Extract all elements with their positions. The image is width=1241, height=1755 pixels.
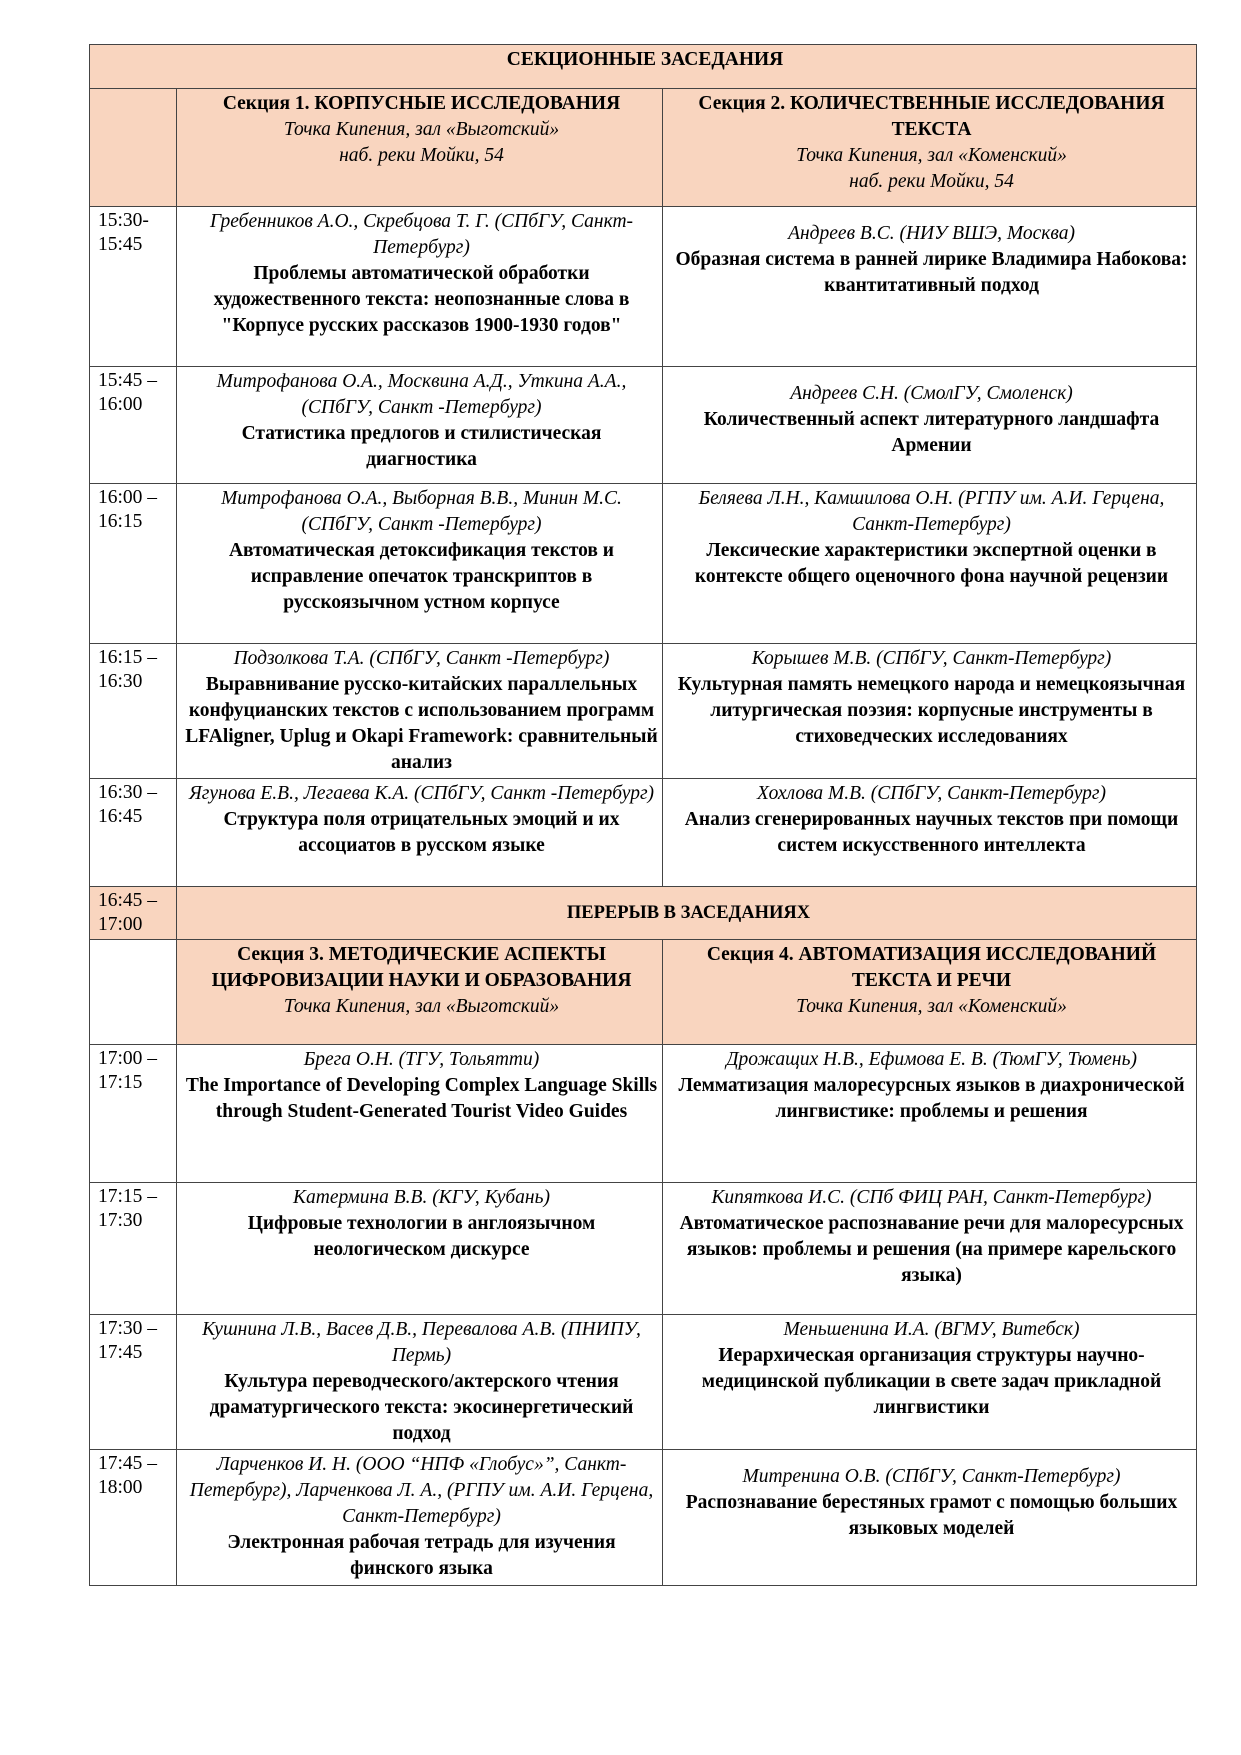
talk-title: Электронная рабочая тетрадь для изучения финского языка (227, 1532, 616, 1579)
section-4-header (663, 940, 1197, 1045)
talk-authors: Гребенников А.О., Скребцова Т. Г. (СПбГУ, Санкт-Петербург) (209, 211, 634, 258)
talk-title: Иерархическая организация структуры научно-медицинской публикации в свете задач прикладной лингвистики (701, 1345, 1162, 1418)
section-3-title: Секция 3. МЕТОДИЧЕСКИЕ АСПЕКТЫ ЦИФРОВИЗАЦИИ НАУКИ И ОБРАЗОВАНИЯ (211, 944, 632, 991)
break-label: ПЕРЕРЫВ В ЗАСЕДАНИЯХ (177, 887, 1197, 940)
talk-authors: Хохлова М.В. (СПбГУ, Санкт-Петербург) (757, 783, 1106, 804)
time-cell (90, 644, 177, 779)
section-2-address: наб. реки Мойки, 54 (849, 171, 1014, 192)
talk-authors: Ларченков И. Н. (ООО “НПФ «Глобус»”, Санкт-Петербург), Ларченкова Л. А., (РГПУ им. А.И. Герцена, Санкт-Петербург) (189, 1454, 654, 1527)
section-time-cell (90, 940, 177, 1045)
talk-title: Цифровые технологии в англоязычном неологическом дискурсе (247, 1213, 596, 1260)
talk-authors: Митрофанова О.А., Москвина А.Д., Уткина А.А., (СПбГУ, Санкт -Петербург) (216, 371, 627, 418)
talk-title: Культурная память немецкого народа и немецкоязычная литургическая поэзия: корпусные инструменты в стиховедческих исследованиях (677, 674, 1186, 747)
talk-cell (177, 644, 663, 779)
talk-title: The Importance of Developing Complex Language Skills through Student-Generated Tourist Video Guides (185, 1075, 658, 1122)
talk-authors: Беляева Л.Н., Камшилова О.Н. (РГПУ им. А.И. Герцена, Санкт-Петербург) (698, 488, 1165, 535)
time-slot: 16:15 – 16:30 (98, 647, 158, 692)
section-2-title: Секция 2. КОЛИЧЕСТВЕННЫЕ ИССЛЕДОВАНИЯ ТЕКСТА (698, 93, 1165, 140)
talk-authors: Митрофанова О.А., Выборная В.В., Минин М.С. (СПбГУ, Санкт -Петербург) (221, 488, 622, 535)
talk-authors: Корышев М.В. (СПбГУ, Санкт-Петербург) (751, 648, 1112, 669)
talk-title: Выравнивание русско-китайских параллельных конфуцианских текстов с использованием программ LFAligner, Uplug и Okapi Framework: сравнительный анализ (185, 674, 658, 773)
time-cell (90, 1450, 177, 1586)
time-cell (90, 484, 177, 644)
talk-cell (663, 207, 1197, 367)
break-time: 16:45 – 17:00 (98, 890, 158, 935)
time-cell (90, 1183, 177, 1315)
time-cell (90, 1315, 177, 1450)
time-cell (90, 779, 177, 887)
time-cell (90, 1045, 177, 1183)
talk-cell (663, 1450, 1197, 1586)
talk-cell (177, 1045, 663, 1183)
talk-authors: Подзолкова Т.А. (СПбГУ, Санкт -Петербург) (233, 648, 610, 669)
table-row (90, 1183, 1197, 1315)
talk-authors: Кушнина Л.В., Васев Д.В., Перевалова А.В. (ПНИПУ, Пермь) (202, 1319, 641, 1366)
time-slot: 17:30 – 17:45 (98, 1318, 158, 1363)
table-row (90, 644, 1197, 779)
talk-authors: Брега О.Н. (ТГУ, Тольятти) (303, 1049, 540, 1070)
talk-cell (663, 484, 1197, 644)
talk-title: Распознавание берестяных грамот с помощью больших языковых моделей (685, 1492, 1178, 1539)
table-row (90, 367, 1197, 484)
talk-title: Культура переводческого/актерского чтения драматургического текста: экосинергетический подход (209, 1371, 634, 1444)
break-time-cell (90, 887, 177, 940)
talk-authors: Андреев С.Н. (СмолГУ, Смоленск) (790, 383, 1073, 404)
table-row (90, 1045, 1197, 1183)
time-slot: 16:30 – 16:45 (98, 782, 158, 827)
talk-authors: Митренина О.В. (СПбГУ, Санкт-Петербург) (742, 1466, 1121, 1487)
talk-cell (177, 1183, 663, 1315)
talk-cell (663, 644, 1197, 779)
talk-title: Количественный аспект литературного ландшафта Армении (703, 409, 1160, 456)
talk-title: Лемматизация малоресурсных языков в диахронической лингвистике: проблемы и решения (678, 1075, 1185, 1122)
talk-cell (177, 1450, 663, 1586)
talk-title: Автоматическое распознавание речи для малоресурсных языков: проблемы и решения (на примере карельского языка) (679, 1213, 1184, 1286)
talk-title: Анализ сгенерированных научных текстов при помощи систем искусственного интеллекта (684, 809, 1179, 856)
talk-cell (663, 779, 1197, 887)
section-4-title: Секция 4. АВТОМАТИЗАЦИЯ ИССЛЕДОВАНИЙ ТЕКСТА И РЕЧИ (706, 944, 1157, 991)
section-2-venue: Точка Кипения, зал «Коменский» (796, 145, 1067, 166)
section-3-venue: Точка Кипения, зал «Выготский» (283, 996, 560, 1017)
table-row (90, 779, 1197, 887)
talk-title: Статистика предлогов и стилистическая диагностика (241, 423, 602, 470)
talk-cell (177, 207, 663, 367)
section-1-venue: Точка Кипения, зал «Выготский» (283, 119, 560, 140)
section-time-cell (90, 89, 177, 207)
talk-title: Структура поля отрицательных эмоций и их ассоциатов в русском языке (223, 809, 620, 856)
break-row (90, 887, 1197, 940)
table-row (90, 207, 1197, 367)
section-4-venue: Точка Кипения, зал «Коменский» (796, 996, 1067, 1017)
talk-authors: Дрожащих Н.В., Ефимова Е. В. (ТюмГУ, Тюмень) (726, 1049, 1137, 1070)
talk-cell (663, 1045, 1197, 1183)
time-slot: 17:15 – 17:30 (98, 1186, 158, 1231)
section-1-title: Секция 1. КОРПУСНЫЕ ИССЛЕДОВАНИЯ (222, 93, 621, 114)
time-slot: 17:45 – 18:00 (98, 1453, 158, 1498)
time-slot: 17:00 – 17:15 (98, 1048, 158, 1093)
time-cell (90, 207, 177, 367)
talk-authors: Катермина В.В. (КГУ, Кубань) (293, 1187, 550, 1208)
time-cell (90, 367, 177, 484)
time-slot: 15:45 – 16:00 (98, 370, 158, 415)
talk-cell (177, 367, 663, 484)
section-2-header (663, 89, 1197, 207)
table-row (90, 484, 1197, 644)
talk-cell (663, 1315, 1197, 1450)
talk-cell (663, 1183, 1197, 1315)
talk-cell (177, 1315, 663, 1450)
talk-cell (663, 367, 1197, 484)
time-slot: 15:30- 15:45 (98, 210, 149, 255)
table-row (90, 1450, 1197, 1586)
talk-title: Образная система в ранней лирике Владимира Набокова: квантитативный подход (675, 249, 1188, 296)
schedule-title: СЕКЦИОННЫЕ ЗАСЕДАНИЯ (90, 45, 1197, 89)
table-row (90, 1315, 1197, 1450)
talk-title: Проблемы автоматической обработки художественного текста: неопознанные слова в "Корпусе русских рассказов 1900-1930 годов" (213, 263, 630, 336)
talk-title: Лексические характеристики экспертной оценки в контексте общего оценочного фона научной рецензии (694, 540, 1169, 587)
talk-authors: Кипяткова И.С. (СПб ФИЦ РАН, Санкт-Петербург) (711, 1187, 1152, 1208)
schedule-table (89, 44, 1197, 1586)
talk-authors: Ягунова Е.В., Легаева К.А. (СПбГУ, Санкт -Петербург) (188, 783, 655, 804)
section-1-address: наб. реки Мойки, 54 (339, 145, 504, 166)
section-3-header (177, 940, 663, 1045)
talk-authors: Меньшенина И.А. (ВГМУ, Витебск) (783, 1319, 1080, 1340)
talk-authors: Андреев В.С. (НИУ ВШЭ, Москва) (788, 223, 1075, 244)
talk-cell (177, 779, 663, 887)
time-slot: 16:00 – 16:15 (98, 487, 158, 532)
talk-cell (177, 484, 663, 644)
talk-title: Автоматическая детоксификация текстов и исправление опечаток транскриптов в русскоязычном устном корпусе (228, 540, 615, 613)
section-1-header (177, 89, 663, 207)
